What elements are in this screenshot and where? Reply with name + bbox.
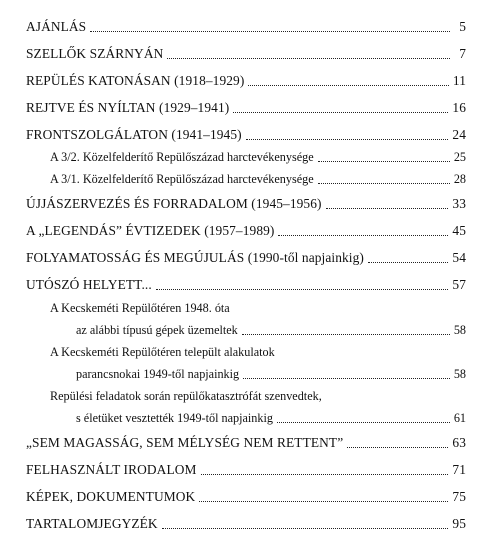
toc-entry-page: 28 [453, 172, 466, 186]
dot-leader [90, 31, 450, 32]
toc-entry-title: A „LEGENDÁS” ÉVTIZEDEK (1957–1989) [26, 223, 275, 238]
toc-entry-title: „SEM MAGASSÁG, SEM MÉLYSÉG NEM RETTENT” [26, 435, 344, 450]
toc-entry [26, 195, 466, 213]
toc-entry [26, 72, 466, 90]
dot-leader [326, 208, 449, 209]
toc-entry-title: REPÜLÉS KATONÁSAN (1918–1929) [26, 73, 245, 88]
toc-entry [26, 45, 466, 63]
toc-entry-page: 61 [453, 411, 466, 425]
toc-entry-title: ÚJJÁSZERVEZÉS ÉS FORRADALOM (1945–1956) [26, 196, 322, 211]
toc-entry-page: 5 [459, 19, 466, 34]
toc-entry [26, 18, 466, 36]
toc-entry-title: A 3/1. Közelfelderítő Repülőszázad harctevékenysége [50, 172, 314, 186]
toc-entry-title-line2: az alábbi típusú gépek üzemeltek [76, 323, 238, 337]
dot-leader [246, 139, 449, 140]
toc-subentry [26, 148, 466, 166]
toc-entry [26, 515, 466, 533]
table-of-contents [26, 18, 466, 533]
toc-entry [26, 222, 466, 240]
toc-subentry [26, 343, 466, 383]
toc-entry-page: 54 [452, 250, 466, 265]
dot-leader [277, 422, 450, 423]
toc-subentry [26, 170, 466, 188]
toc-entry-title: KÉPEK, DOKUMENTUMOK [26, 489, 196, 504]
toc-entry-page: 95 [452, 516, 466, 531]
toc-entry-page: 7 [459, 46, 466, 61]
dot-leader [318, 161, 450, 162]
toc-entry-title-line1: A Kecskeméti Repülőtéren 1948. óta [50, 301, 230, 315]
toc-entry-title: UTÓSZÓ HELYETT... [26, 277, 152, 292]
toc-entry-title: FRONTSZOLGÁLATON (1941–1945) [26, 127, 242, 142]
toc-entry [26, 276, 466, 294]
toc-entry-page: 71 [452, 462, 466, 477]
toc-entry-title-line2: parancsnokai 1949-től napjainkig [76, 367, 240, 381]
dot-leader [233, 112, 448, 113]
dot-leader [242, 334, 450, 335]
toc-entry [26, 249, 466, 267]
toc-entry [26, 434, 466, 452]
toc-entry-page: 45 [452, 223, 466, 238]
toc-entry-title: A 3/2. Közelfelderítő Repülőszázad harctevékenysége [50, 150, 314, 164]
dot-leader [201, 474, 449, 475]
dot-leader [199, 501, 448, 502]
toc-entry-page: 24 [452, 127, 466, 142]
toc-entry-page: 63 [452, 435, 466, 450]
dot-leader [162, 528, 449, 529]
toc-entry-title: AJÁNLÁS [26, 19, 87, 34]
toc-entry-title-line1: A Kecskeméti Repülőtéren települt alakulatok [50, 345, 275, 359]
toc-entry [26, 488, 466, 506]
toc-entry-page: 58 [453, 323, 466, 337]
dot-leader [278, 235, 448, 236]
toc-entry-page: 16 [452, 100, 466, 115]
toc-subentry [26, 387, 466, 427]
toc-entry-page: 75 [452, 489, 466, 504]
toc-entry-title: TARTALOMJEGYZÉK [26, 516, 158, 531]
dot-leader [318, 183, 450, 184]
dot-leader [347, 447, 448, 448]
dot-leader [243, 378, 450, 379]
dot-leader [167, 58, 450, 59]
toc-entry-title-line1: Repülési feladatok során repülőkatasztrófát szenvedtek, [50, 389, 322, 403]
dot-leader [156, 289, 449, 290]
toc-subentry [26, 299, 466, 339]
dot-leader [368, 262, 448, 263]
toc-entry-page: 33 [452, 196, 466, 211]
toc-entry-title: SZELLŐK SZÁRNYÁN [26, 46, 164, 61]
toc-entry-page: 58 [453, 367, 466, 381]
toc-entry-title: REJTVE ÉS NYÍLTAN (1929–1941) [26, 100, 230, 115]
toc-entry-title-line2: s életüket vesztették 1949-től napjainkig [76, 411, 273, 425]
toc-entry [26, 461, 466, 479]
toc-entry-page: 25 [453, 150, 466, 164]
toc-entry-page: 57 [452, 277, 466, 292]
toc-entry [26, 126, 466, 144]
dot-leader [248, 85, 449, 86]
toc-entry [26, 99, 466, 117]
toc-entry-page: 11 [452, 73, 466, 88]
toc-entry-title: FELHASZNÁLT IRODALOM [26, 462, 197, 477]
toc-entry-title: FOLYAMATOSSÁG ÉS MEGÚJULÁS (1990-től napjainkig) [26, 250, 364, 265]
